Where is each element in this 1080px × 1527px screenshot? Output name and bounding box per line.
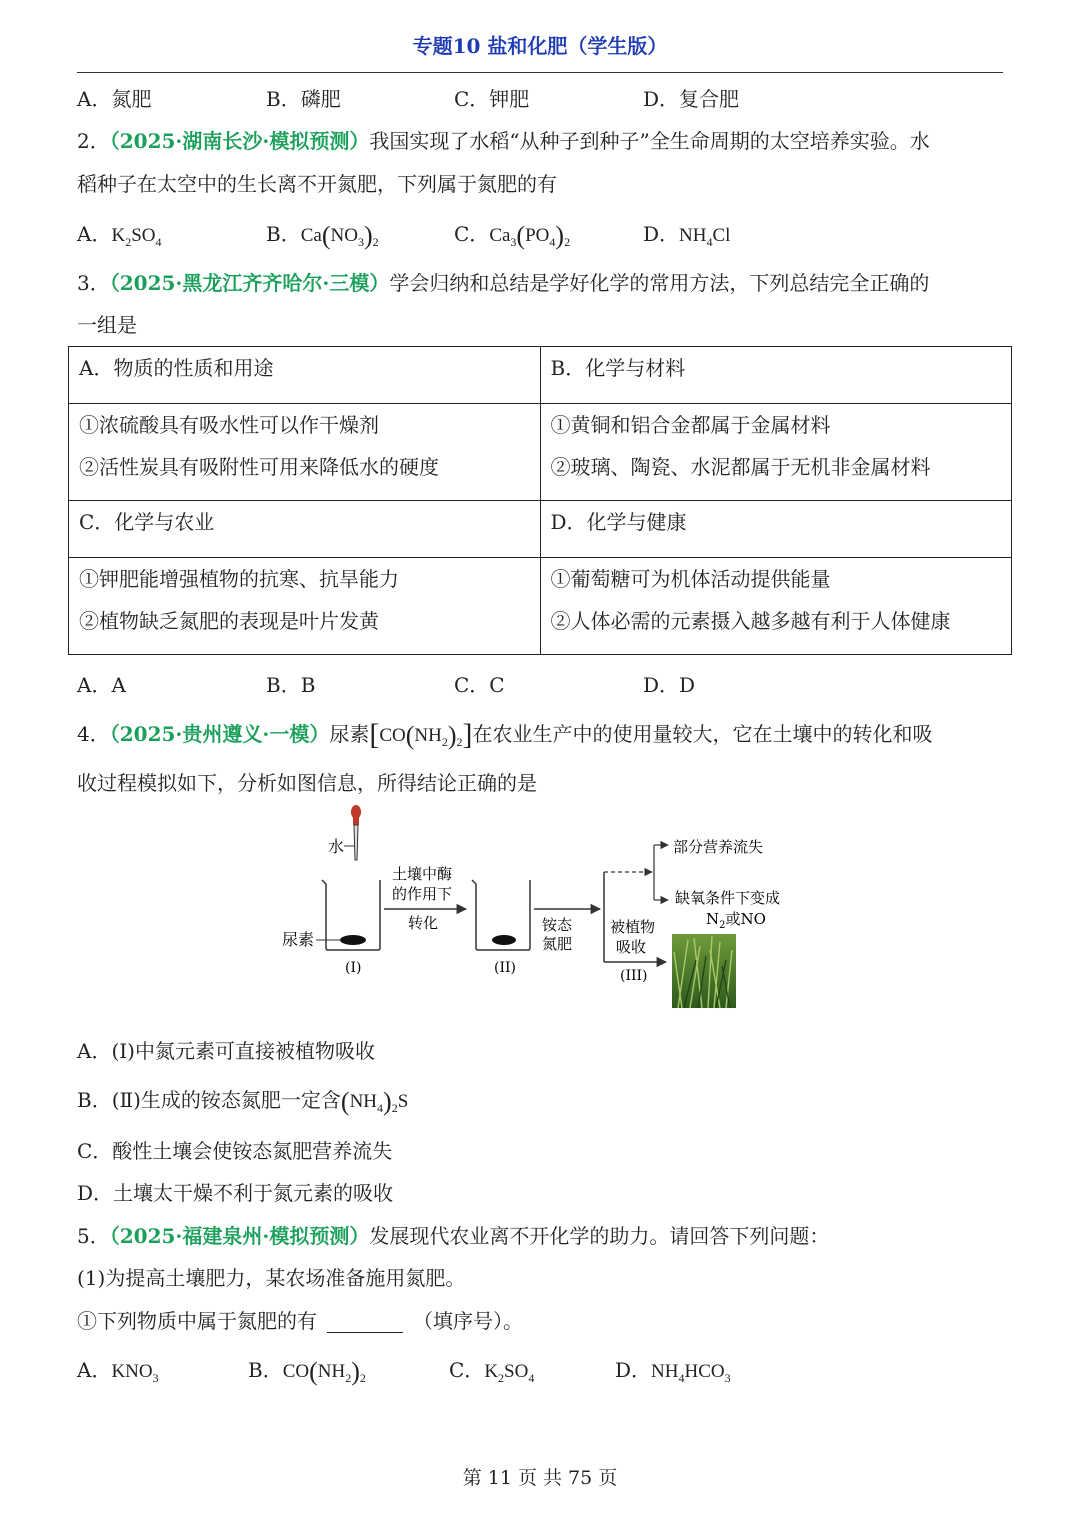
label-ammonium-2: 氮肥 — [542, 935, 573, 953]
q3-text1: 学会归纳和总结是学好化学的常用方法，下列总结完全正确的 — [389, 271, 930, 295]
label-enzyme-2: 的作用下 — [392, 885, 453, 903]
table-b-item2: ②玻璃、陶瓷、水泥都属于无机非金属材料 — [550, 455, 931, 479]
q5-subquestion-1: (1)为提高土壤肥力，某农场准备施用氮肥。 — [77, 1266, 466, 1290]
q1-option-c: C．钾肥 — [454, 87, 530, 111]
q4-option-b-text: B．(Ⅱ)生成的铵态氮肥一定含 — [77, 1088, 341, 1112]
q5-stem-line1 — [77, 1224, 829, 1248]
formula-k2so4-q5: $K_2SO_4$ — [484, 1361, 535, 1385]
dropper-icon — [351, 805, 361, 860]
table-cell-b-title: B．化学与材料 — [540, 347, 1012, 404]
label-stage-i: (I) — [345, 960, 362, 976]
q3-option-b: B．B — [266, 673, 316, 697]
q2-option-d-label: D． — [643, 222, 680, 246]
table-a-item2: ②活性炭具有吸附性可用来降低水的硬度 — [79, 455, 439, 479]
q1-option-d: D．复合肥 — [643, 87, 740, 111]
label-urea: 尿素 — [282, 930, 315, 949]
q2-text1: 我国实现了水稻“从种子到种子”全生命周期的太空培养实验。水 — [369, 129, 930, 153]
q4-source: （2025·贵州遵义·一模） — [109, 722, 330, 746]
label-water: 水 — [328, 837, 345, 856]
q4-option-b — [77, 1086, 408, 1122]
q5-number: 5． — [77, 1224, 110, 1248]
table-cell-c-title: C．化学与农业 — [69, 501, 541, 558]
label-stage-ii: (II) — [494, 960, 516, 976]
q3-option-a: A．A — [77, 673, 126, 697]
q2-number: 2． — [77, 129, 110, 153]
table-c-item1: ①钾肥能增强植物的抗寒、抗旱能力 — [79, 567, 399, 591]
header-rule — [77, 72, 1003, 73]
q1-option-a: A．氮肥 — [77, 87, 152, 111]
q5-fill-line — [77, 1309, 523, 1333]
q4-text1: 在农业生产中的使用量较大，它在土壤中的转化和吸 — [472, 722, 933, 746]
rice-plant-image — [672, 934, 736, 1008]
q3-number: 3． — [77, 271, 110, 295]
q4-stem-line1 — [77, 720, 933, 756]
page-number: 第 11 页 共 75 页 — [462, 1467, 618, 1489]
table-cell-c-body — [69, 558, 541, 655]
formula-urea: $[CO(NH_2)_2]$ — [369, 718, 473, 751]
table-cell-a-body — [69, 404, 541, 501]
table-cell-d-title: D．化学与健康 — [540, 501, 1012, 558]
table-a-item1: ①浓硫酸具有吸水性可以作干燥剂 — [79, 413, 379, 437]
q3-source: （2025·黑龙江齐齐哈尔·三模） — [109, 271, 390, 295]
q3-option-d: D．D — [643, 673, 696, 697]
formula-k2so4: $K_2SO_4$ — [111, 225, 162, 249]
q2-option-a — [77, 222, 161, 254]
formula-kno3: $KNO_3$ — [111, 1361, 159, 1385]
formula-nh4-2s: $(NH_4)_2S$ — [340, 1087, 409, 1116]
formula-ca3-po4-2: $Ca_3(PO_4)_2$ — [489, 221, 571, 250]
formula-co-nh2-2: $CO(NH_2)_2$ — [282, 1357, 366, 1386]
q4-option-c: C．酸性土壤会使铵态氮肥营养流失 — [77, 1139, 393, 1163]
q5-option-c-label: C． — [449, 1358, 485, 1382]
q2-option-b — [266, 222, 379, 254]
q5-option-a — [77, 1358, 159, 1390]
q5-fill-text: ①下列物质中属于氮肥的有 — [77, 1309, 317, 1333]
q2-option-d — [643, 222, 730, 254]
q2-option-a-label: A． — [77, 222, 112, 246]
label-anoxic: 缺氧条件下变成 — [675, 889, 781, 907]
q4-option-a: A．(Ⅰ)中氮元素可直接被植物吸收 — [77, 1039, 375, 1063]
label-plant-1: 被植物 — [610, 918, 656, 936]
q3-summary-table — [68, 346, 1012, 655]
q5-option-a-label: A． — [77, 1358, 112, 1382]
q5-source: （2025·福建泉州·模拟预测） — [109, 1224, 370, 1248]
urea-conversion-diagram — [270, 800, 810, 1015]
q4-stem-line2: 收过程模拟如下，分析如图信息，所得结论正确的是 — [77, 771, 537, 795]
table-d-item1: ①葡萄糖可为机体活动提供能量 — [550, 567, 831, 591]
label-convert: 转化 — [408, 914, 439, 932]
q5-option-d-label: D． — [615, 1358, 652, 1382]
q5-option-c — [449, 1358, 534, 1390]
table-c-item2: ②植物缺乏氮肥的表现是叶片发黄 — [79, 609, 379, 633]
formula-ca-no3-2: $Ca(NO_3)_2$ — [300, 221, 379, 250]
answer-blank[interactable] — [327, 1314, 403, 1333]
q5-option-d — [615, 1358, 731, 1390]
label-n2-or-no: $N_2$或NO — [706, 910, 766, 931]
table-cell-a-title: A．物质的性质和用途 — [69, 347, 541, 404]
q3-stem-line2: 一组是 — [77, 313, 137, 337]
label-nutrient-loss: 部分营养流失 — [673, 838, 764, 856]
page-title: 专题10 盐和化肥（学生版） — [412, 34, 668, 58]
q3-option-c: C．C — [454, 673, 505, 697]
formula-nh4cl: $NH_4Cl$ — [679, 225, 731, 249]
label-stage-iii: (III) — [620, 968, 648, 984]
table-d-item2: ②人体必需的元素摄入越多越有利于人体健康 — [550, 609, 951, 633]
beaker-ii-icon — [472, 880, 530, 950]
table-cell-d-body — [540, 558, 1012, 655]
q3-stem-line1 — [77, 271, 929, 295]
label-ammonium-1: 铵态 — [542, 916, 573, 934]
q1-option-b: B．磷肥 — [266, 87, 341, 111]
q5-text1: 发展现代农业离不开化学的助力。请回答下列问题： — [369, 1224, 830, 1248]
table-b-item1: ①黄铜和铝合金都属于金属材料 — [550, 413, 831, 437]
label-plant-2: 吸收 — [616, 938, 647, 956]
q2-option-c-label: C． — [454, 222, 490, 246]
table-cell-b-body — [540, 404, 1012, 501]
q2-source: （2025·湖南长沙·模拟预测） — [109, 129, 370, 153]
q2-stem-line2: 稻种子在太空中的生长离不开氮肥，下列属于氮肥的有 — [77, 172, 557, 196]
formula-nh4hco3: $NH_4HCO_3$ — [651, 1361, 731, 1385]
q4-option-d: D．土壤太干燥不利于氮元素的吸收 — [77, 1181, 394, 1205]
label-enzyme-1: 土壤中酶 — [392, 865, 453, 883]
q2-option-b-label: B． — [266, 222, 301, 246]
q5-option-b — [248, 1358, 366, 1390]
q5-option-b-label: B． — [248, 1358, 283, 1382]
q2-stem-line1 — [77, 129, 930, 153]
q2-option-c — [454, 222, 570, 254]
q5-fill-hint: （填序号）。 — [413, 1309, 523, 1333]
q4-number: 4． — [77, 722, 110, 746]
q4-pre: 尿素 — [329, 722, 370, 746]
